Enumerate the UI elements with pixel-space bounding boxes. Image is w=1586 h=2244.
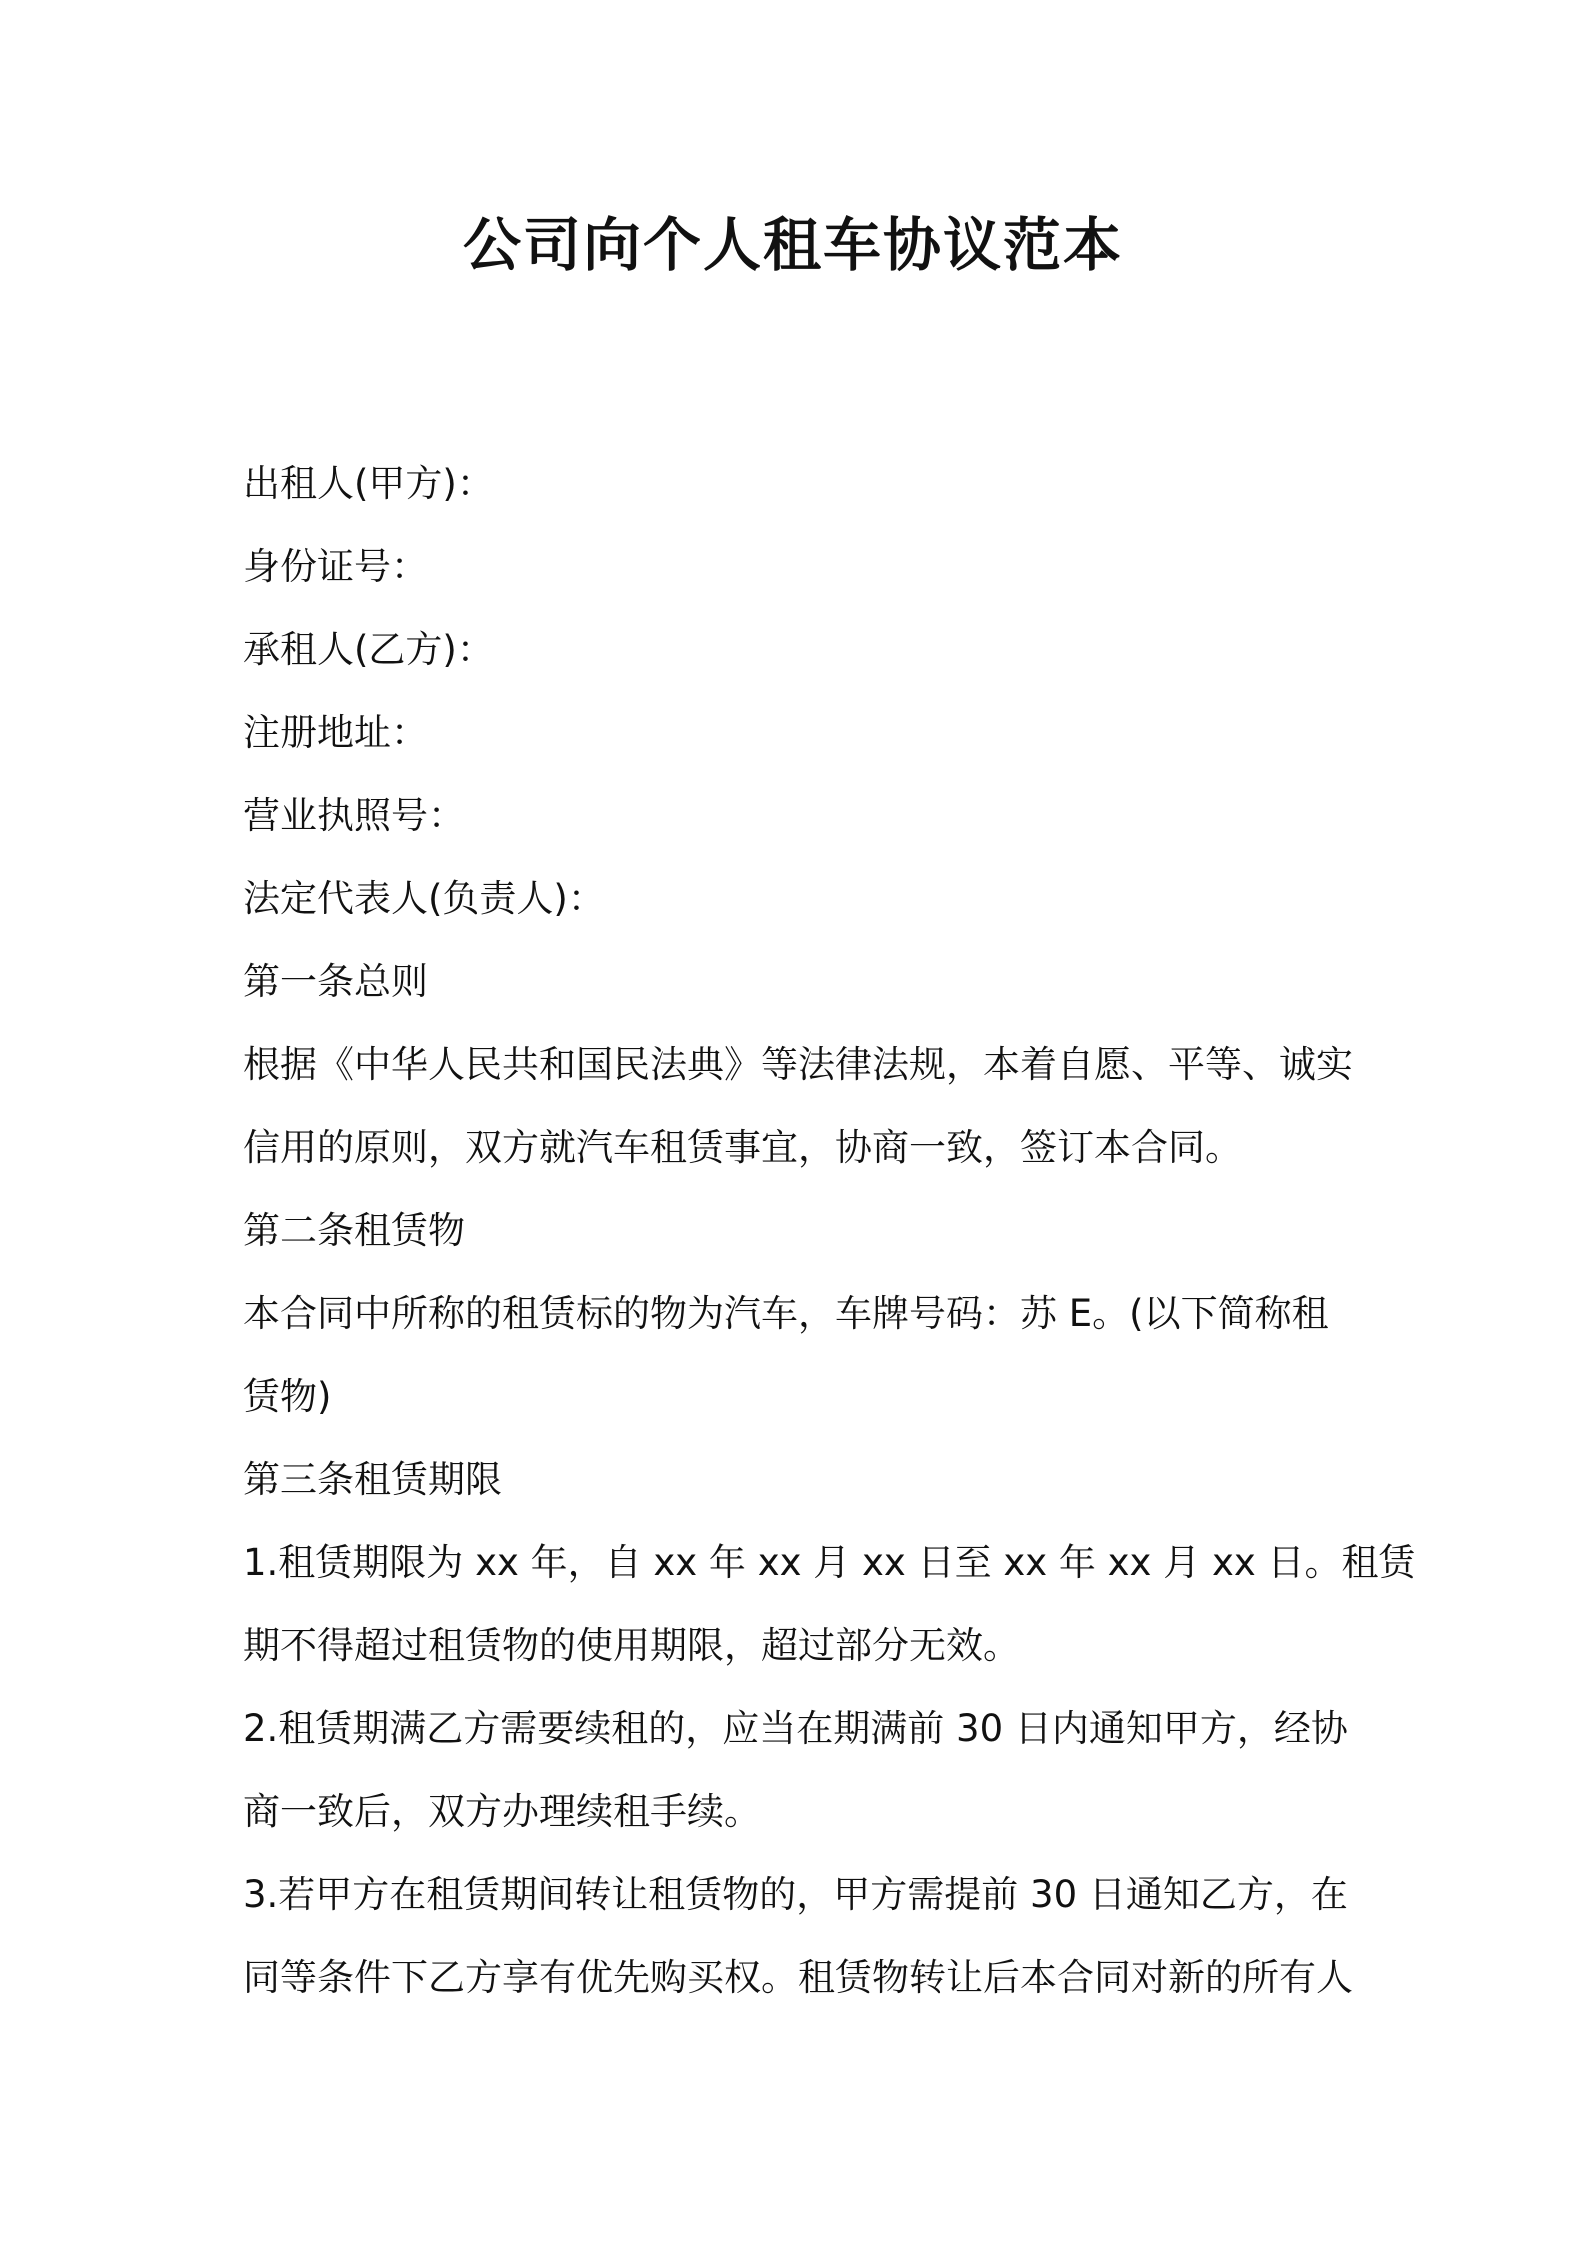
field-lessee: 承租人(乙方)： (243, 628, 494, 671)
article-1-text-line-1: 根据《中华人民共和国民法典》等法律法规，本着自愿、平等、诚实 (243, 1043, 1353, 1086)
field-business-license: 营业执照号： (243, 794, 465, 837)
article-3-item-1-line-2: 期不得超过租赁物的使用期限，超过部分无效。 (243, 1624, 1020, 1667)
document-title: 公司向个人租车协议范本 (462, 211, 1123, 279)
article-3-item-2-line-2: 商一致后，双方办理续租手续。 (243, 1790, 761, 1833)
article-3-item-3-line-1: 3.若甲方在租赁期间转让租赁物的，甲方需提前 30 日通知乙方，在 (243, 1873, 1348, 1916)
article-1-heading: 第一条总则 (243, 960, 428, 1003)
field-id-number: 身份证号： (243, 545, 428, 588)
field-registered-address: 注册地址： (243, 711, 428, 754)
article-3-item-2-line-1: 2.租赁期满乙方需要续租的，应当在期满前 30 日内通知甲方，经协 (243, 1707, 1348, 1750)
article-2-heading: 第二条租赁物 (243, 1209, 465, 1252)
document-body (243, 442, 1416, 2019)
article-2-text-line-2: 赁物) (243, 1375, 332, 1418)
field-lessor: 出租人(甲方)： (243, 462, 494, 505)
article-3-item-1-line-1: 1.租赁期限为 xx 年，自 xx 年 xx 月 xx 日至 xx 年 xx 月 xx 日。租赁 (243, 1541, 1416, 1584)
article-3-heading: 第三条租赁期限 (243, 1458, 502, 1501)
article-1-text-line-2: 信用的原则，双方就汽车租赁事宜，协商一致，签订本合同。 (243, 1126, 1242, 1169)
field-legal-representative: 法定代表人(负责人)： (243, 877, 605, 920)
article-3-item-3-line-2: 同等条件下乙方享有优先购买权。租赁物转让后本合同对新的所有人 (243, 1956, 1353, 1999)
article-2-text-line-1: 本合同中所称的租赁标的物为汽车，车牌号码：苏 E。(以下简称租 (243, 1292, 1329, 1335)
